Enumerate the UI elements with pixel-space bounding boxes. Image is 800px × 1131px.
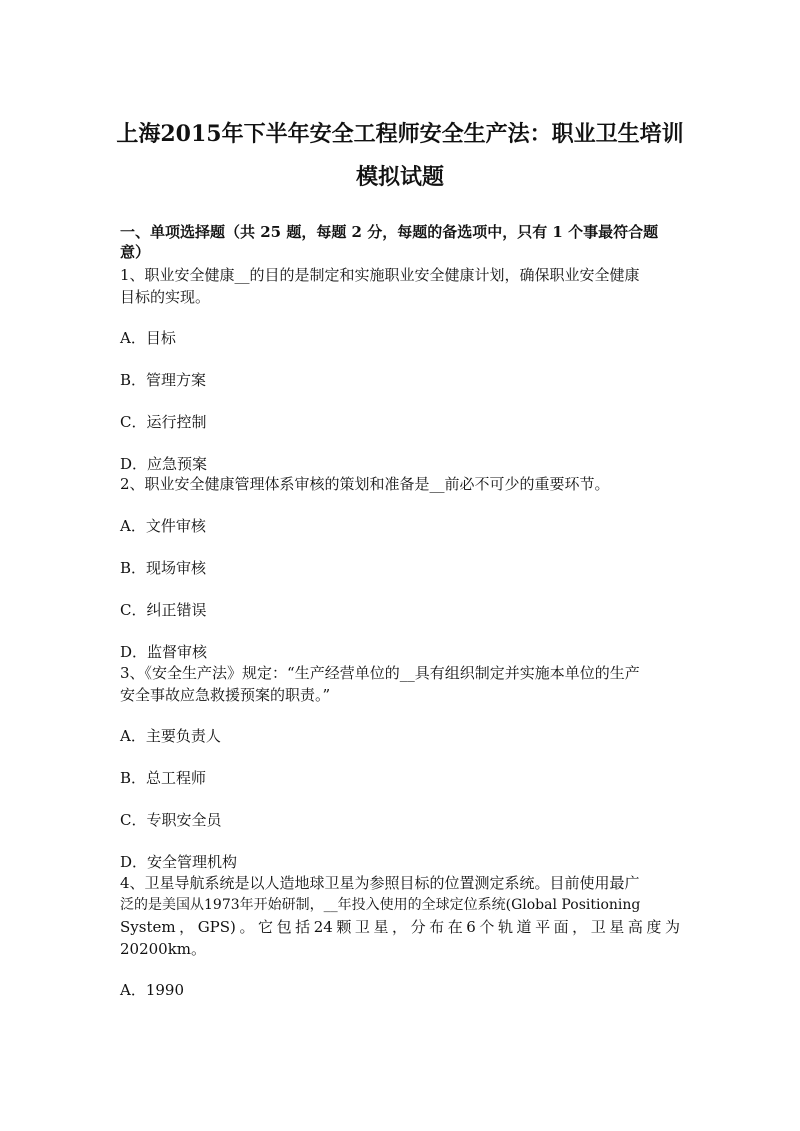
question-3-option-a: A．主要负责人 xyxy=(120,727,221,745)
question-1-option-d: D．应急预案 xyxy=(120,455,208,473)
section-heading-line-2: 意） xyxy=(120,243,151,261)
question-1-option-a: A．目标 xyxy=(120,329,176,347)
question-1-text-line-2: 目标的实现。 xyxy=(120,288,211,306)
question-3-text-line-2: 安全事故应急救援预案的职责。” xyxy=(120,686,331,704)
section-heading-line-1: 一、单项选择题（共 25 题，每题 2 分，每题的备选项中，只有 1 个事最符合题 xyxy=(120,223,659,241)
document-title-line-2: 模拟试题 xyxy=(355,164,444,190)
question-4-text-line-2: 泛的是美国从1973年开始研制，__年投入使用的全球定位系统(Global Positioning xyxy=(120,897,641,913)
question-4-text-line-3: System，GPS)。它包括24颗卫星，分布在6个轨道平面，卫星高度为 xyxy=(120,918,680,936)
question-4-option-a: A．1990 xyxy=(120,981,185,999)
question-2-option-a: A．文件审核 xyxy=(120,517,206,535)
question-2-option-b: B．现场审核 xyxy=(120,559,207,577)
question-2-option-c: C．纠正错误 xyxy=(120,601,207,619)
question-2-option-d: D．监督审核 xyxy=(120,643,208,661)
question-1-text-line-1: 1、职业安全健康__的目的是制定和实施职业安全健康计划，确保职业安全健康 xyxy=(120,266,640,284)
question-4-text-line-4: 20200km。 xyxy=(120,940,207,958)
question-2-text-line-1: 2、职业安全健康管理体系审核的策划和准备是__前必不可少的重要环节。 xyxy=(120,475,610,493)
question-4-text-line-1: 4、卫星导航系统是以人造地球卫星为参照目标的位置测定系统。目前使用最广 xyxy=(120,874,640,892)
question-3-text-line-1: 3、《安全生产法》规定：“生产经营单位的__具有组织制定并实施本单位的生产 xyxy=(120,664,640,682)
question-1-option-b: B．管理方案 xyxy=(120,371,207,389)
question-3-option-d: D．安全管理机构 xyxy=(120,853,238,871)
question-3-option-b: B．总工程师 xyxy=(120,769,207,787)
question-1-option-c: C．运行控制 xyxy=(120,413,207,431)
document-title-line-1: 上海2015年下半年安全工程师安全生产法：职业卫生培训 xyxy=(116,121,684,147)
question-3-option-c: C．专职安全员 xyxy=(120,811,222,829)
